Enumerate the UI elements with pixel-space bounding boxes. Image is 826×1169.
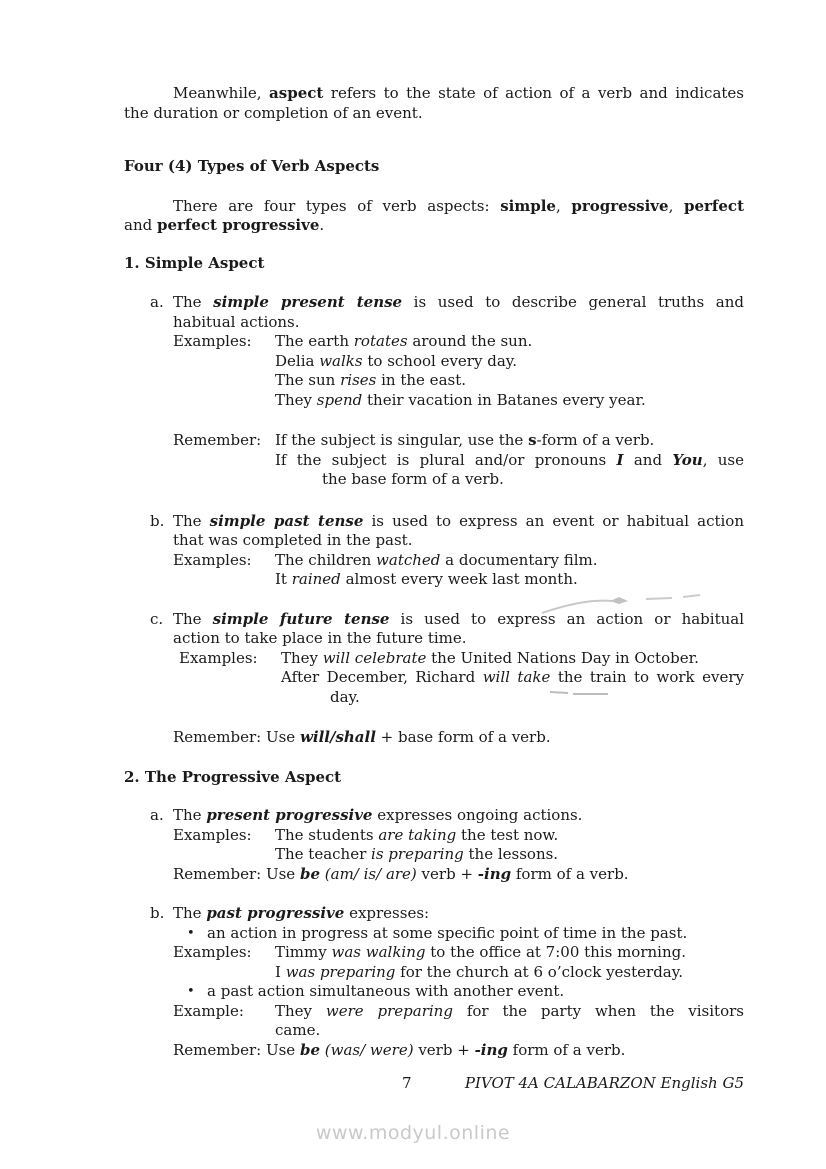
examples-block	[173, 551, 744, 590]
example-line: Delia walks to school every day.	[275, 351, 518, 370]
example-line: The children watched a documentary film.	[275, 550, 598, 569]
paragraph-line: the duration or completion of an event.	[124, 103, 423, 122]
item-present-progressive	[150, 806, 744, 884]
remember-line: Remember: Use will/shall + base form of a verb.	[173, 728, 551, 746]
item-line: The simple future tense is used to express an action or habitual	[173, 609, 745, 628]
examples-label: Examples:	[173, 943, 252, 961]
example-line: Timmy was walking to the office at 7:00 this morning.	[275, 943, 686, 961]
remember-line: Remember: Use be (was/ were) verb + -ing form of a verb.	[173, 1040, 626, 1059]
item-marker: b.	[150, 511, 165, 530]
item-marker: a.	[150, 293, 164, 311]
item-line: The simple past tense is used to express an event or habitual action	[173, 511, 745, 530]
item-marker: c.	[150, 609, 164, 628]
footer-source: PIVOT 4A CALABARZON English G5	[464, 1074, 744, 1092]
examples-body	[275, 826, 744, 865]
example-line: They were preparing for the party when the visitors	[275, 1001, 744, 1020]
item-past-progressive	[150, 904, 744, 1060]
intro-paragraph	[124, 84, 744, 123]
item-marker: a.	[150, 806, 164, 824]
example-line: day.	[330, 687, 360, 706]
item-line: The simple present tense is used to describe general truths and	[173, 293, 745, 311]
bullet-item	[173, 924, 744, 944]
heading-simple-aspect: 1. Simple Aspect	[124, 253, 265, 272]
item-line: action to take place in the future time.	[173, 629, 467, 647]
page-number: 7	[402, 1074, 412, 1092]
page-footer	[124, 1074, 744, 1094]
remember-line: the base form of a verb.	[322, 470, 504, 488]
examples-block	[173, 943, 744, 982]
heading-progressive-aspect: 2. The Progressive Aspect	[124, 767, 342, 786]
remember-line: If the subject is plural and/or pronouns I and You, use	[275, 450, 744, 469]
watermark: www.modyul.online	[315, 1122, 511, 1144]
example-line: I was preparing for the church at 6 o’clock yesterday.	[275, 962, 683, 981]
examples-block	[173, 332, 744, 410]
example-line: It rained almost every week last month.	[275, 570, 578, 588]
example-label: Example:	[173, 1001, 244, 1020]
examples-body	[275, 943, 744, 982]
remember-body	[275, 431, 744, 490]
heading-four-types: Four (4) Types of Verb Aspects	[124, 157, 380, 175]
examples-label: Examples:	[179, 648, 258, 667]
remember-label: Remember:	[173, 431, 262, 449]
example-line: The students are taking the test now.	[275, 825, 559, 844]
paragraph-line: Meanwhile, aspect refers to the state of action of a verb and indicates	[173, 84, 744, 102]
examples-body	[275, 332, 744, 410]
paragraph-line: There are four types of verb aspects: simple, progressive, perfect	[173, 196, 744, 215]
examples-label: Examples:	[173, 825, 252, 844]
examples-block	[173, 826, 744, 865]
example-block	[173, 1002, 744, 1041]
remember-line: Remember: Use be (am/ is/ are) verb + -ing form of a verb.	[173, 864, 629, 883]
example-line: The earth rotates around the sun.	[275, 332, 533, 350]
scan-artifact-marks	[540, 588, 750, 708]
bullet-item	[173, 982, 744, 1002]
item-line: habitual actions.	[173, 312, 300, 331]
example-line: came.	[275, 1021, 321, 1039]
example-line: The teacher is preparing the lessons.	[275, 845, 559, 863]
item-simple-past	[150, 511, 745, 590]
remember-simple-present	[173, 431, 744, 490]
item-marker: b.	[150, 904, 165, 922]
remember-simple-future	[173, 728, 744, 748]
bullet-text: an action in progress at some specific point of time in the past.	[207, 923, 688, 942]
item-simple-present	[150, 293, 745, 410]
example-line: After December, Richard will take the train to work every	[281, 668, 745, 686]
example-line: They spend their vacation in Batanes every year.	[275, 390, 646, 409]
example-line: They will celebrate the United Nations Day in October.	[281, 648, 699, 667]
item-line: The past progressive expresses:	[173, 904, 430, 922]
bullet-dot-icon: •	[187, 925, 195, 941]
page-content	[124, 0, 744, 1060]
examples-label: Examples:	[173, 332, 252, 350]
item-line: that was completed in the past.	[173, 531, 413, 549]
examples-body	[275, 551, 744, 590]
example-body	[275, 1002, 744, 1041]
paragraph-line: and perfect progressive.	[124, 216, 325, 234]
item-line: The present progressive expresses ongoing actions.	[173, 806, 583, 824]
examples-label: Examples:	[173, 550, 252, 569]
bullet-dot-icon: •	[187, 984, 195, 999]
remember-block	[173, 431, 744, 490]
bullet-text: a past action simultaneous with another event.	[207, 982, 565, 1000]
remember-line: If the subject is singular, use the s-form of a verb.	[275, 431, 655, 449]
four-types-paragraph	[124, 197, 744, 236]
example-line: The sun rises in the east.	[275, 371, 467, 389]
